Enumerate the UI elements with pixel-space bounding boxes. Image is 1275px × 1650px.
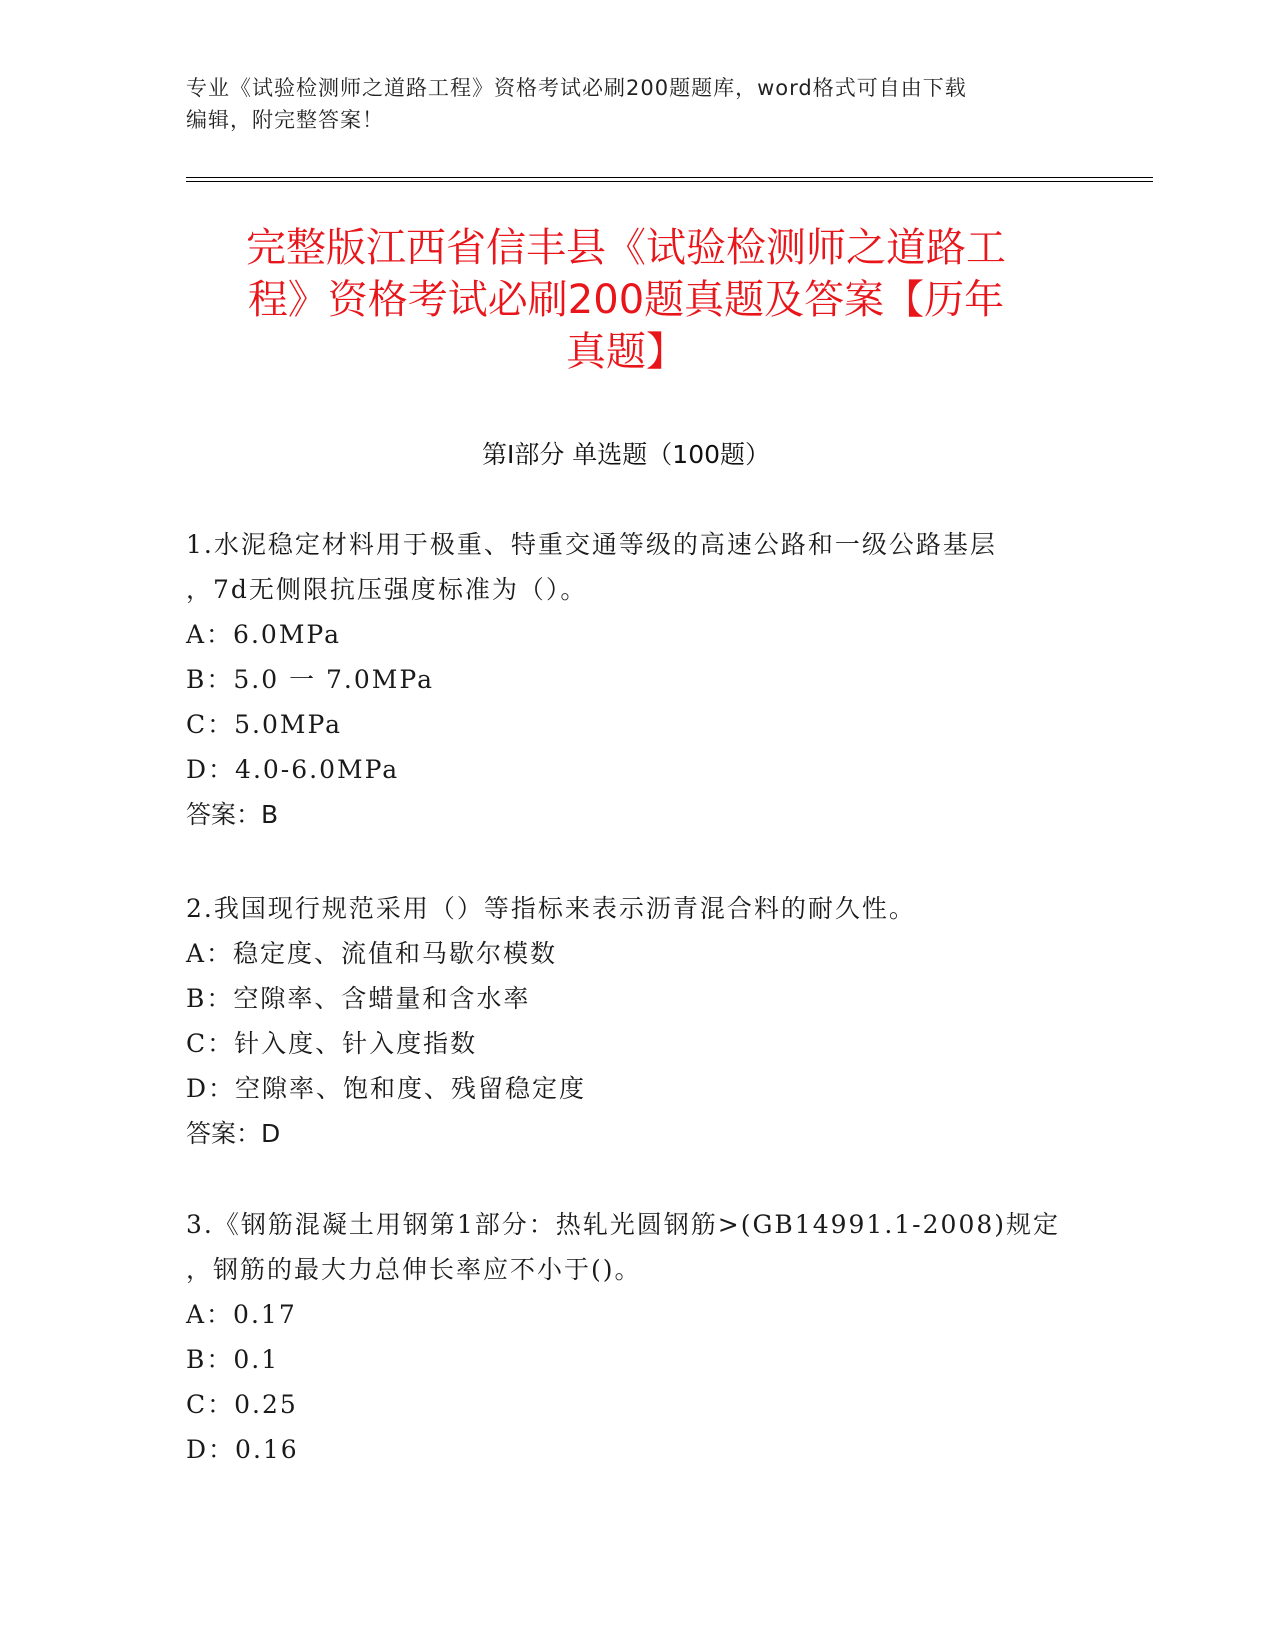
header-note-line-1: 专业《试验检测师之道路工程》资格考试必刷200题题库，word格式可自由下载	[186, 76, 967, 100]
question-stem-line-2: ，7d无侧限抗压强度标准为（）。	[186, 575, 588, 604]
header-divider-bottom	[186, 181, 1153, 182]
option-b: B：空隙率、含蜡量和含水率	[186, 984, 531, 1013]
document-title-line-2: 程》资格考试必刷200题真题及答案【历年	[247, 277, 1005, 323]
question-stem-line-1: 3.《钢筋混凝土用钢第1部分：热轧光圆钢筋>(GB14991.1-2008)规定	[186, 1210, 1061, 1239]
option-b: B：0.1	[186, 1345, 280, 1374]
question-stem-line-1: 1.水泥稳定材料用于极重、特重交通等级的高速公路和一级公路基层	[186, 530, 997, 559]
option-a: A：0.17	[186, 1300, 297, 1329]
header-divider-top	[186, 177, 1153, 178]
question-stem-line-2: ，钢筋的最大力总伸长率应不小于()。	[186, 1255, 642, 1284]
question-2	[186, 886, 1086, 1156]
document-title	[186, 222, 1066, 378]
option-a: A：6.0MPa	[186, 620, 342, 649]
option-c: C：0.25	[186, 1390, 298, 1419]
header-note	[186, 72, 1066, 136]
option-a: A：稳定度、流值和马歇尔模数	[186, 939, 558, 968]
document-title-line-3: 真题】	[566, 329, 686, 375]
question-stem-line-1: 2.我国现行规范采用（）等指标来表示沥青混合料的耐久性。	[186, 894, 916, 923]
section-title: 第I部分 单选题（100题）	[481, 440, 771, 469]
option-b: B：5.0 一 7.0MPa	[186, 665, 434, 694]
option-d: D：4.0-6.0MPa	[186, 755, 400, 784]
question-3	[186, 1202, 1086, 1472]
answer: 答案：D	[186, 1119, 281, 1148]
option-c: C：5.0MPa	[186, 710, 343, 739]
document-title-line-1: 完整版江西省信丰县《试验检测师之道路工	[246, 225, 1006, 271]
answer: 答案：B	[186, 800, 279, 829]
option-c: C：针入度、针入度指数	[186, 1029, 478, 1058]
header-note-line-2: 编辑，附完整答案！	[186, 108, 384, 132]
question-1	[186, 522, 1086, 837]
option-d: D：空隙率、饱和度、残留稳定度	[186, 1074, 587, 1103]
option-d: D：0.16	[186, 1435, 299, 1464]
